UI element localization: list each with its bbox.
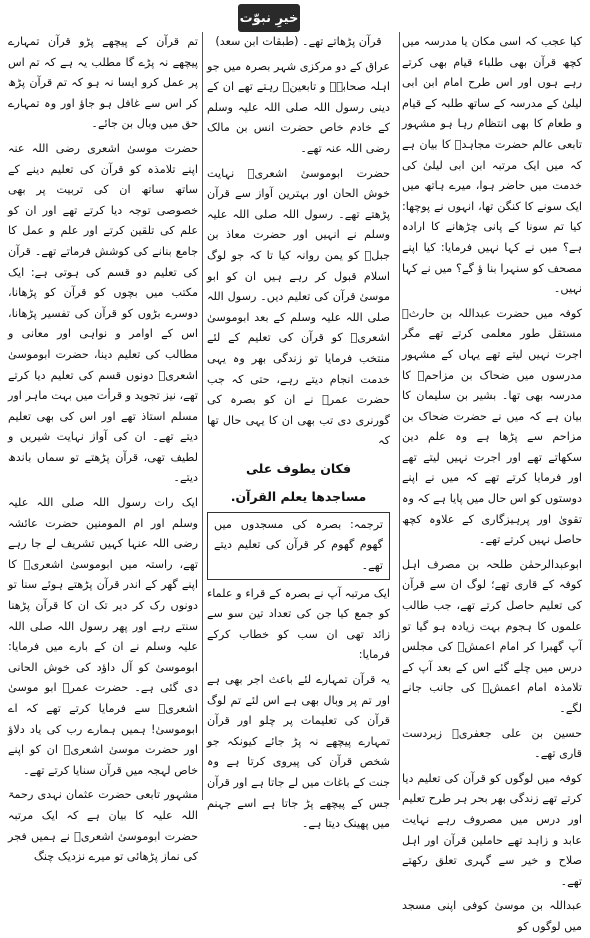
page-header-badge (238, 4, 300, 32)
paragraph: ایک مرتبہ آپ نے بصرہ کے قراء و علماء کو جمع کیا جن کی تعداد تین سو سے زائد تھی ان سب کو خطاب کرکے فرمایا: (207, 586, 390, 662)
column-right (402, 32, 582, 933)
column-middle (207, 32, 390, 831)
column-divider-right (399, 32, 400, 800)
paragraph: ایک رات رسول اللہ صلی اللہ علیہ وسلم اور ام المومنین حضرت عائشہ رضی اللہ عنہا کہیں تشریف لے جا رہے تھے، راستہ میں ابوموسیٰ اشعریؓ کا اپنے گھر کے اندر قرآن پڑھتے ہوئے سنا تو دونوں رک کر دیر تک ان کا قرآن پڑھنا سنتے رہے اور پھر رسول اللہ صلی اللہ علیہ وسلم نے ان کے بارے میں فرمایا: ابوموسیٰ کو آل داؤد کی خوش الحانی دی گئی ہے۔ حضرت عمرؓ ابو موسیٰ اشعریؓ سے فرمایا کرتے تھے کہ اے ابوموسیٰ! ہمیں ہمارے رب کی یاد دلاؤ اور حضرت موسیٰ اشعریؓ ان کو اپنے خاص لہجہ میں قرآن سنایا کرتے تھے۔ (8, 496, 198, 777)
paragraph: مشہور تابعی حضرت عثمان نہدی رحمۃ اللہ علیہ کا بیان ہے کہ ایک مرتبہ حضرت ابوموسیٰ اشعریؓ نے ہمیں فجر کی نماز پڑھائی تو میرے نزدیک چنگ (8, 788, 198, 864)
paragraph: تم قرآن کے پیچھے پڑو قرآن تمہارے پیچھے نہ پڑے گا مطلب یہ ہے کہ تم اس پر عمل کرو ایسا نہ ہو کہ تم قرآن پڑھ کر اس سے غافل ہو جاؤ اور وہ تمہارے حق میں وبال بن جائے۔ (8, 35, 198, 131)
paragraph: کیا عجب کہ اسی مکان یا مدرسہ میں کچھ قرآن بھی طلباء قیام بھی کرتے رہے ہوں اور اس طرح امام ابن ابی لیلیٰ کے مدرسہ کے ساتھ طلبہ کے قیام و طعام کا بھی انتظام رہا ہو مشہور تابعی عالم حضرت مجاہدؒ کا بیان ہے کہ میں ایک مرتبہ ابن ابی لیلیٰ کی خدمت میں حاضر ہوا، میرے ہاتھ میں ایک سونے کا کنگن تھا، انہوں نے پوچھا: کیا تم سونا کے پانی چڑھانے کا ارادہ ہے؟ میں نے کہا نہیں فرمایا: کیا اپنے مصحف کو سنہرا بنا ؤ گے؟ میں نے کہا نہیں۔ (402, 35, 582, 296)
arabic-quote-line-1: فكان يطوف على (245, 460, 352, 476)
paragraph: حضرت موسیٰ اشعری رضی اللہ عنہ اپنے تلامذہ کو قرآن کی تعلیم دینے کے ساتھ ساتھ ان کی تربیت پر بھی خصوصی توجہ دیا کرتے تھے اور ان کو علم کی تلقین کرتے اور علم و عمل کا جامع بنانے کی کوشش فرماتے تھے۔ قرآن کی تعلیم دو قسم کی ہوتی ہے: ایک مکتب میں بچوں کو قرآن کو پڑھانا، دوسرے بڑوں کو قرآن کی تفسیر پڑھانا، اس کے اوامر و نواہی اور معانی و مطالب کی تعلیم دینا، حضرت ابوموسیٰ اشعریؓ دونوں قسم کی تعلیم دیا کرتے تھے، نیز تجوید و قرأت میں بہت ماہر اور مسلم استاذ تھے اور اس کی بھی تعلیم دیتے تھے۔ ان کی آواز نہایت شیریں و لطیف تھی، قرآن پڑھتے تو سماں باندھ دیتے۔ (8, 141, 198, 485)
quotation: یہ قرآن تمہارے لئے باعث اجر بھی ہے اور تم پر وبال بھی ہے اس لئے تم لوگ قرآن کی تعلیمات پر چلو اور قرآن تمہارے پیچھے نہ پڑ جائے کیونکہ جو شخص قرآن کی پیروی کرتا ہے وہ جنت کے باغات میں لے جاتا ہے اور قرآن جس کے پیچھے پڑ جاتا ہے اسے جہنم میں پھینک دیتا ہے۔ (207, 673, 390, 831)
paragraph: کوفہ میں حضرت عبداللہ بن حارثؓ مستقل طور معلمی کرتے تھے مگر اجرت نہیں لیتے تھے یہاں کے مشہور مدرسوں میں ضحاک بن مزاحمؒ کا مدرسہ بھی تھا۔ بشیر بن سلیمان کا بیان ہے کہ میں نے حضرت ضحاک بن مزاحم سے پڑھا ہے وہ علم دین سکھاتے تھے اور اجرت نہیں لیتے تھے اور فرمایا کرتے تھے کہ میں نے اپنے دوستوں کو اس حال میں پایا ہے کہ وہ تقویٰ اور پرہیزگاری کے علاوہ کچھ حاصل نہیں کرتے تھے۔ (402, 306, 582, 547)
paragraph: حسین بن علی جعفریؒ زبردست قاری تھے۔ (402, 726, 582, 761)
paragraph: کوفہ میں لوگوں کو قرآن کی تعلیم دیا کرتے تھے زندگی بھر بحر ہر طرح تعلیم اور درس میں مصروف رہے نہایت عابد و زاہد تھے حاملین قرآن اور اہل صلاح و خیر سے گہری تعلق رکھتے تھے۔ (402, 771, 582, 888)
paragraph: عراق کے دو مرکزی شہر بصرہ میں جو اہلہ صحابہؓ و تابعینؒ رہتے تھے ان کے دینی رسول اللہ صلی اللہ علیہ وسلم کے خادم خاص حضرت انس بن مالک رضی اللہ عنہ تھے۔ (207, 59, 390, 155)
header-title: خیرِ نبوّت (239, 10, 299, 26)
arabic-quote-line-2: مساجدها يعلم القرآن. (230, 488, 367, 504)
paragraph: عبداللہ بن موسیٰ کوفی اپنی مسجد میں لوگوں کو (402, 899, 582, 933)
paragraph: حضرت ابوموسیٰ اشعریؓ نہایت خوش الحان اور بہترین آواز سے قرآن پڑھتے تھے۔ رسول اللہ صلی اللہ علیہ وسلم نے انہیں اور حضرت معاذ بن جبلؓ کو یمن روانہ کیا تا کہ جو لوگ اسلام قبول کر رہے ہیں ان کو ابو موسیٰ قرآن کی تعلیم دیں۔ رسول اللہ صلی اللہ علیہ وسلم کے بعد ابوموسیٰ اشعریؓ کو قرآن کی تعلیم کے لئے منتخب فرمایا تو زندگی بھر وہ یہی خدمت انجام دیتے رہے، حتی کہ جب حضرت عمرؓ نے ان کو بصرہ کی گورنری دی تب بھی ان کا یہی حال تھا کہ (207, 166, 390, 448)
translation-box: ترجمہ: بصرہ کی مسجدوں میں گھوم گھوم کر قرآن کی تعلیم دیتے تھے۔ (207, 512, 390, 580)
paragraph: ابوعبدالرحمٰن طلحہ بن مصرف اہل کوفہ کے قاری تھے؛ لوگ ان سے قرآن کی تعلیم حاصل کرتے تھے، جب طالب علموں کا ہجوم بہت زیادہ ہو گیا تو آپ گھبرا کر امام اعمشؒ کی مجلس درس میں چلے گئے اس کے بعد آپ کے تلامذہ امام اعمشؒ کی جانب جانے لگے۔ (402, 557, 582, 715)
column-left (8, 32, 198, 864)
citation-line: قرآن پڑھاتے تھے۔ (طبقات ابن سعد) (215, 35, 382, 48)
column-divider-left (202, 32, 203, 800)
